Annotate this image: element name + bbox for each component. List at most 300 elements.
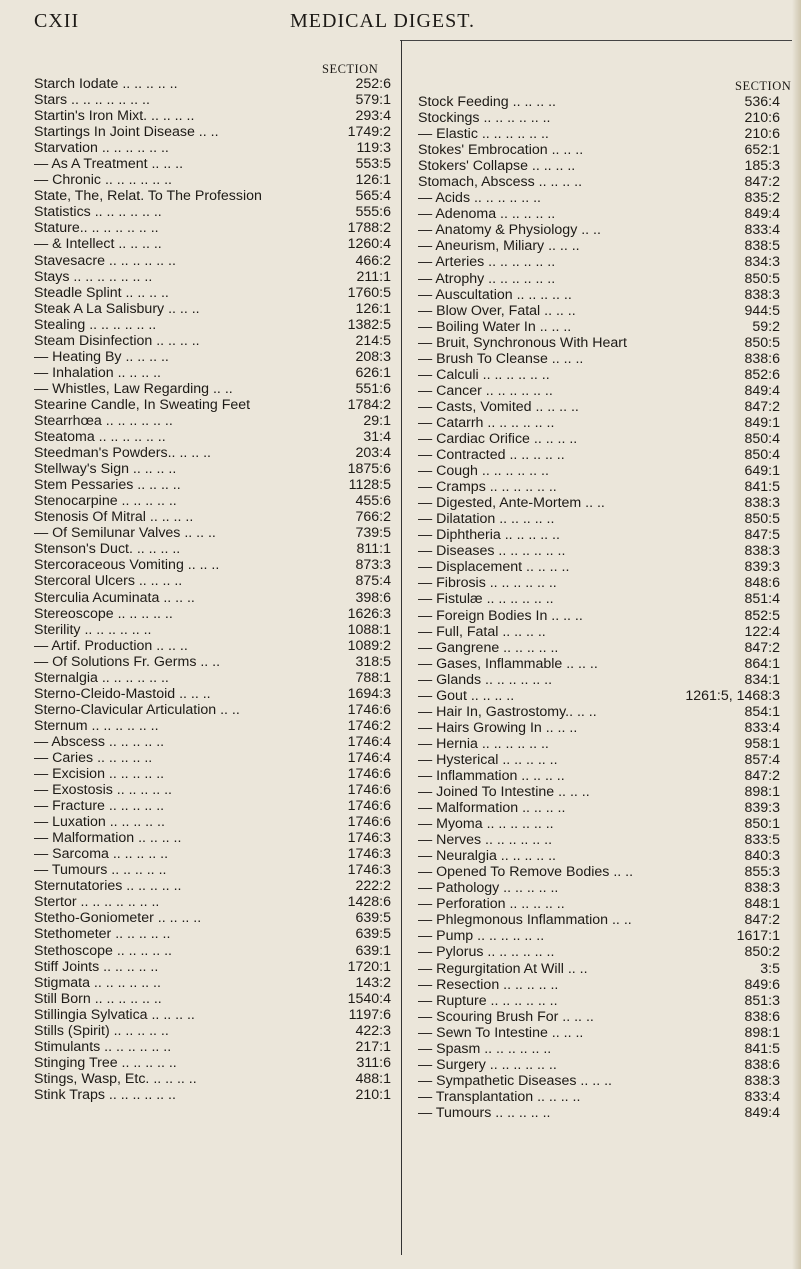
index-entry bbox=[418, 1025, 780, 1041]
index-term: Stethometer .. .. .. .. .. bbox=[34, 926, 171, 943]
index-term: State, The, Relat. To The Profession bbox=[34, 188, 262, 205]
index-term: — Phlegmonous Inflammation .. .. bbox=[418, 912, 632, 929]
index-term: — Hysterical .. .. .. .. .. bbox=[418, 751, 558, 768]
section-reference: 466:2 bbox=[355, 252, 391, 269]
section-reference: 838:5 bbox=[744, 238, 780, 255]
index-entry bbox=[418, 720, 780, 736]
index-term: Sternalgia .. .. .. .. .. .. bbox=[34, 669, 169, 686]
section-reference: 1746:4 bbox=[347, 733, 391, 750]
section-reference: 834:3 bbox=[744, 254, 780, 271]
index-entry bbox=[418, 1057, 780, 1073]
index-term: — Sympathetic Diseases .. .. .. bbox=[418, 1072, 612, 1089]
section-reference: 838:6 bbox=[744, 1056, 780, 1073]
index-entry bbox=[34, 606, 391, 622]
index-term: — & Intellect .. .. .. .. bbox=[34, 236, 162, 253]
section-reference: 788:1 bbox=[355, 669, 391, 686]
section-reference: 208:3 bbox=[355, 348, 391, 365]
section-reference: 848:6 bbox=[744, 575, 780, 592]
index-term: Statistics .. .. .. .. .. .. bbox=[34, 204, 162, 221]
index-term: Stokes' Embrocation .. .. .. bbox=[418, 142, 584, 159]
section-reference: 833:4 bbox=[744, 1088, 780, 1105]
section-reference: 639:5 bbox=[355, 910, 391, 927]
section-reference: 850:5 bbox=[744, 511, 780, 528]
index-entry bbox=[418, 158, 780, 174]
index-entry bbox=[418, 287, 780, 303]
index-entry bbox=[418, 848, 780, 864]
section-reference: 849:1 bbox=[744, 414, 780, 431]
section-reference: 29:1 bbox=[363, 412, 391, 429]
section-reference: 639:5 bbox=[355, 926, 391, 943]
index-entry bbox=[418, 447, 780, 463]
index-term: Stem Pessaries .. .. .. .. bbox=[34, 477, 181, 494]
index-term: Stature.. .. .. .. .. .. .. bbox=[34, 220, 159, 237]
section-reference: 1746:6 bbox=[347, 814, 391, 831]
index-entry bbox=[418, 479, 780, 495]
section-reference: 850:5 bbox=[744, 270, 780, 287]
index-term: Stealing .. .. .. .. .. .. bbox=[34, 316, 157, 333]
index-term: — Fistulæ .. .. .. .. .. .. bbox=[418, 591, 554, 608]
index-entry bbox=[418, 142, 780, 158]
section-reference: 850:2 bbox=[744, 944, 780, 961]
index-term: — Sewn To Intestine .. .. .. bbox=[418, 1024, 584, 1041]
index-entry bbox=[418, 415, 780, 431]
index-term: Stercoraceous Vomiting .. .. .. bbox=[34, 557, 220, 574]
index-term: — Inhalation .. .. .. .. bbox=[34, 364, 161, 381]
index-term: — Inflammation .. .. .. .. bbox=[418, 767, 565, 784]
section-heading-left: SECTION bbox=[322, 62, 379, 76]
index-term: — Spasm .. .. .. .. .. .. bbox=[418, 1040, 552, 1057]
section-reference: 875:4 bbox=[355, 573, 391, 590]
index-term: Stiff Joints .. .. .. .. .. bbox=[34, 958, 159, 975]
index-entry bbox=[34, 734, 391, 750]
index-term: Stars .. .. .. .. .. .. .. bbox=[34, 92, 150, 109]
index-term: — Digested, Ante-Mortem .. .. bbox=[418, 495, 605, 512]
section-reference: 553:5 bbox=[355, 156, 391, 173]
column-divider bbox=[401, 40, 402, 1255]
index-term: — Pylorus .. .. .. .. .. .. bbox=[418, 944, 555, 961]
section-reference: 1382:5 bbox=[347, 316, 391, 333]
section-reference: 834:1 bbox=[744, 671, 780, 688]
index-term: — Gout .. .. .. .. bbox=[418, 687, 515, 704]
index-term: Stearrhœa .. .. .. .. .. .. bbox=[34, 412, 173, 429]
index-entry bbox=[34, 943, 391, 959]
index-entry bbox=[418, 383, 780, 399]
index-term: — Adenoma .. .. .. .. .. bbox=[418, 206, 556, 223]
section-reference: 852:5 bbox=[744, 607, 780, 624]
index-entry bbox=[418, 1105, 780, 1121]
index-term: Stenosis Of Mitral .. .. .. .. bbox=[34, 509, 194, 526]
section-reference: 864:1 bbox=[744, 655, 780, 672]
section-reference: 1540:4 bbox=[347, 990, 391, 1007]
index-column-right bbox=[418, 94, 780, 1121]
section-reference: 119:3 bbox=[356, 140, 391, 157]
index-term: Steam Disinfection .. .. .. .. bbox=[34, 332, 200, 349]
index-term: — Heating By .. .. .. .. bbox=[34, 348, 169, 365]
index-term: — As A Treatment .. .. .. bbox=[34, 156, 184, 173]
section-reference: 1746:6 bbox=[347, 782, 391, 799]
section-reference: 835:2 bbox=[744, 190, 780, 207]
index-entry bbox=[418, 126, 780, 142]
index-term: — Tumours .. .. .. .. .. bbox=[418, 1104, 551, 1121]
section-reference: 1746:6 bbox=[347, 766, 391, 783]
section-reference: 847:2 bbox=[744, 398, 780, 415]
index-term: Stockings .. .. .. .. .. .. bbox=[418, 110, 551, 127]
index-entry bbox=[34, 622, 391, 638]
section-reference: 1749:2 bbox=[347, 124, 391, 141]
index-term: — Abscess .. .. .. .. .. bbox=[34, 733, 165, 750]
index-entry bbox=[418, 768, 780, 784]
index-entry bbox=[418, 303, 780, 319]
index-entry bbox=[418, 864, 780, 880]
section-reference: 59:2 bbox=[752, 318, 780, 335]
section-reference: 849:4 bbox=[744, 1104, 780, 1121]
index-entry bbox=[34, 525, 391, 541]
section-reference: 1626:3 bbox=[347, 605, 391, 622]
section-reference: 849:6 bbox=[744, 976, 780, 993]
section-reference: 1788:2 bbox=[347, 220, 391, 237]
index-entry bbox=[34, 750, 391, 766]
index-entry bbox=[34, 140, 391, 156]
section-reference: 210:6 bbox=[744, 110, 780, 127]
index-column-left bbox=[34, 76, 391, 1103]
index-term: Stimulants .. .. .. .. .. .. bbox=[34, 1038, 172, 1055]
index-entry bbox=[418, 206, 780, 222]
index-term: Stetho-Goniometer .. .. .. .. bbox=[34, 910, 202, 927]
page-edge-shadow bbox=[792, 0, 801, 1269]
index-entry bbox=[34, 1039, 391, 1055]
section-reference: 1784:2 bbox=[347, 396, 391, 413]
top-rule bbox=[400, 40, 792, 41]
section-reference: 565:4 bbox=[355, 188, 391, 205]
index-term: Stearine Candle, In Sweating Feet bbox=[34, 396, 251, 413]
section-reference: 210:6 bbox=[744, 126, 780, 143]
section-reference: 398:6 bbox=[355, 589, 391, 606]
index-term: — Elastic .. .. .. .. .. .. bbox=[418, 126, 549, 143]
section-reference: 217:1 bbox=[355, 1038, 391, 1055]
index-term: — Regurgitation At Will .. .. bbox=[418, 960, 588, 977]
section-reference: 739:5 bbox=[355, 525, 391, 542]
section-reference: 649:1 bbox=[744, 463, 780, 480]
section-reference: 1746:6 bbox=[347, 798, 391, 815]
index-entry bbox=[418, 110, 780, 126]
index-entry bbox=[34, 204, 391, 220]
section-reference: 3:5 bbox=[760, 960, 780, 977]
index-entry bbox=[34, 686, 391, 702]
index-entry bbox=[418, 944, 780, 960]
section-reference: 873:3 bbox=[355, 557, 391, 574]
index-term: Stink Traps .. .. .. .. .. .. bbox=[34, 1086, 176, 1103]
index-entry bbox=[34, 590, 391, 606]
index-entry bbox=[34, 573, 391, 589]
section-reference: 214:5 bbox=[355, 332, 391, 349]
index-term: Sterility .. .. .. .. .. .. bbox=[34, 621, 152, 638]
index-term: Stenson's Duct. .. .. .. .. bbox=[34, 541, 181, 558]
index-term: — Cancer .. .. .. .. .. .. bbox=[418, 382, 553, 399]
section-reference: 851:4 bbox=[744, 591, 780, 608]
index-term: — Nerves .. .. .. .. .. .. bbox=[418, 832, 553, 849]
index-entry bbox=[34, 413, 391, 429]
index-entry bbox=[418, 977, 780, 993]
index-term: — Exostosis .. .. .. .. .. bbox=[34, 782, 172, 799]
section-reference: 1694:3 bbox=[347, 685, 391, 702]
index-term: — Whistles, Law Regarding .. .. bbox=[34, 380, 233, 397]
section-reference: 838:3 bbox=[744, 880, 780, 897]
index-term: — Gangrene .. .. .. .. .. bbox=[418, 639, 559, 656]
index-entry bbox=[418, 238, 780, 254]
index-term: — Joined To Intestine .. .. .. bbox=[418, 784, 590, 801]
index-entry bbox=[418, 527, 780, 543]
index-term: Stenocarpine .. .. .. .. .. bbox=[34, 493, 177, 510]
index-term: Steak A La Salisbury .. .. .. bbox=[34, 300, 200, 317]
section-reference: 551:6 bbox=[355, 380, 391, 397]
section-reference: 849:4 bbox=[744, 206, 780, 223]
section-reference: 422:3 bbox=[355, 1022, 391, 1039]
index-term: — Hernia .. .. .. .. .. .. bbox=[418, 735, 549, 752]
index-term: — Opened To Remove Bodies .. .. bbox=[418, 864, 634, 881]
section-reference: 838:3 bbox=[744, 543, 780, 560]
index-entry bbox=[34, 333, 391, 349]
index-entry bbox=[34, 782, 391, 798]
section-reference: 126:1 bbox=[355, 172, 391, 189]
index-term: — Scouring Brush For .. .. .. bbox=[418, 1008, 594, 1025]
section-reference: 841:5 bbox=[744, 1040, 780, 1057]
section-reference: 1260:4 bbox=[347, 236, 391, 253]
index-term: Stellway's Sign .. .. .. .. bbox=[34, 461, 177, 478]
section-reference: 488:1 bbox=[355, 1070, 391, 1087]
section-reference: 838:3 bbox=[744, 1072, 780, 1089]
index-entry bbox=[34, 509, 391, 525]
section-reference: 898:1 bbox=[744, 1024, 780, 1041]
section-reference: 849:4 bbox=[744, 382, 780, 399]
index-term: Stercoral Ulcers .. .. .. .. bbox=[34, 573, 183, 590]
section-reference: 222:2 bbox=[355, 878, 391, 895]
section-reference: 1746:3 bbox=[347, 846, 391, 863]
section-reference: 536:4 bbox=[744, 94, 780, 110]
section-reference: 1128:5 bbox=[348, 477, 391, 494]
index-entry bbox=[34, 1087, 391, 1103]
index-entry bbox=[418, 688, 780, 704]
index-entry bbox=[34, 124, 391, 140]
index-term: Startin's Iron Mixt. .. .. .. .. bbox=[34, 108, 195, 125]
index-term: — Rupture .. .. .. .. .. .. bbox=[418, 992, 558, 1009]
section-reference: 811:1 bbox=[356, 541, 391, 558]
index-entry bbox=[418, 624, 780, 640]
index-entry bbox=[418, 656, 780, 672]
section-reference: 639:1 bbox=[355, 942, 391, 959]
section-reference: 944:5 bbox=[744, 302, 780, 319]
index-term: — Of Semilunar Valves .. .. .. bbox=[34, 525, 216, 542]
index-term: Sterculia Acuminata .. .. .. bbox=[34, 589, 195, 606]
index-entry bbox=[34, 670, 391, 686]
section-reference: 1089:2 bbox=[347, 637, 391, 654]
index-entry bbox=[34, 477, 391, 493]
index-term: — Sarcoma .. .. .. .. .. bbox=[34, 846, 169, 863]
index-entry bbox=[418, 351, 780, 367]
index-term: Stethoscope .. .. .. .. .. bbox=[34, 942, 173, 959]
index-entry bbox=[34, 557, 391, 573]
section-reference: 1428:6 bbox=[347, 894, 391, 911]
index-entry bbox=[34, 92, 391, 108]
section-reference: 838:6 bbox=[744, 1008, 780, 1025]
section-reference: 847:5 bbox=[744, 527, 780, 544]
section-reference: 652:1 bbox=[744, 142, 780, 159]
index-entry bbox=[418, 1073, 780, 1089]
index-entry bbox=[418, 319, 780, 335]
index-entry bbox=[34, 830, 391, 846]
section-reference: 126:1 bbox=[355, 300, 391, 317]
section-reference: 455:6 bbox=[355, 493, 391, 510]
index-term: — Casts, Vomited .. .. .. .. bbox=[418, 398, 579, 415]
index-entry bbox=[418, 463, 780, 479]
index-entry bbox=[418, 367, 780, 383]
section-reference: 31:4 bbox=[363, 429, 391, 446]
index-entry bbox=[418, 736, 780, 752]
index-term: — Tumours .. .. .. .. .. bbox=[34, 862, 167, 879]
index-entry bbox=[418, 1089, 780, 1105]
index-term: Stigmata .. .. .. .. .. .. bbox=[34, 974, 161, 991]
section-reference: 855:3 bbox=[744, 864, 780, 881]
section-reference: 852:6 bbox=[744, 366, 780, 383]
index-term: — Myoma .. .. .. .. .. .. bbox=[418, 816, 554, 833]
index-entry bbox=[418, 399, 780, 415]
index-term: — Calculi .. .. .. .. .. .. bbox=[418, 366, 550, 383]
index-term: Steadle Splint .. .. .. .. bbox=[34, 284, 169, 301]
index-term: — Dilatation .. .. .. .. .. bbox=[418, 511, 555, 528]
index-term: — Hair In, Gastrostomy.. .. .. bbox=[418, 703, 597, 720]
index-term: Stills (Spirit) .. .. .. .. .. bbox=[34, 1022, 169, 1039]
index-term: Stings, Wasp, Etc. .. .. .. .. bbox=[34, 1070, 197, 1087]
index-entry bbox=[418, 591, 780, 607]
index-entry bbox=[34, 301, 391, 317]
index-term: — Pathology .. .. .. .. .. bbox=[418, 880, 559, 897]
index-term: Sterno-Clavicular Articulation .. .. bbox=[34, 701, 240, 718]
index-entry bbox=[34, 638, 391, 654]
index-entry bbox=[34, 188, 391, 204]
index-entry bbox=[34, 1055, 391, 1071]
index-entry bbox=[34, 926, 391, 942]
index-term: — Acids .. .. .. .. .. .. bbox=[418, 190, 541, 207]
index-term: — Transplantation .. .. .. .. bbox=[418, 1088, 581, 1105]
index-term: — Auscultation .. .. .. .. .. bbox=[418, 286, 572, 303]
index-term: — Resection .. .. .. .. .. bbox=[418, 976, 559, 993]
index-term: — Contracted .. .. .. .. .. bbox=[418, 447, 565, 464]
index-entry bbox=[34, 975, 391, 991]
index-entry bbox=[34, 317, 391, 333]
index-entry bbox=[418, 784, 780, 800]
index-term: Steedman's Powders.. .. .. .. bbox=[34, 445, 211, 462]
section-reference: 847:2 bbox=[744, 912, 780, 929]
section-reference: 857:4 bbox=[744, 751, 780, 768]
index-entry bbox=[34, 429, 391, 445]
index-entry bbox=[34, 541, 391, 557]
section-reference: 1760:5 bbox=[347, 284, 391, 301]
index-entry bbox=[418, 993, 780, 1009]
index-entry bbox=[418, 832, 780, 848]
index-entry bbox=[34, 654, 391, 670]
index-term: — Displacement .. .. .. .. bbox=[418, 559, 570, 576]
index-entry bbox=[34, 269, 391, 285]
section-reference: 839:3 bbox=[744, 559, 780, 576]
section-reference: 555:6 bbox=[355, 204, 391, 221]
section-reference: 850:4 bbox=[744, 447, 780, 464]
index-term: Steatoma .. .. .. .. .. .. bbox=[34, 429, 166, 446]
section-reference: 318:5 bbox=[355, 653, 391, 670]
section-reference: 1746:6 bbox=[347, 701, 391, 718]
section-reference: 1261:5, 1468:3 bbox=[685, 687, 780, 704]
index-term: Stock Feeding .. .. .. .. bbox=[418, 94, 556, 110]
index-entry bbox=[34, 236, 391, 252]
section-reference: 1746:3 bbox=[347, 830, 391, 847]
section-reference: 848:1 bbox=[744, 896, 780, 913]
index-entry bbox=[418, 880, 780, 896]
section-reference: 838:6 bbox=[744, 350, 780, 367]
index-term: Stereoscope .. .. .. .. .. bbox=[34, 605, 173, 622]
index-entry bbox=[418, 94, 780, 110]
index-entry bbox=[34, 285, 391, 301]
index-term: — Cough .. .. .. .. .. .. bbox=[418, 463, 549, 480]
index-entry bbox=[34, 253, 391, 269]
index-term: Sternum .. .. .. .. .. .. bbox=[34, 717, 159, 734]
section-reference: 833:5 bbox=[744, 832, 780, 849]
index-term: — Fracture .. .. .. .. .. bbox=[34, 798, 165, 815]
index-entry bbox=[418, 672, 780, 688]
index-entry bbox=[418, 912, 780, 928]
index-entry bbox=[418, 222, 780, 238]
index-entry bbox=[34, 445, 391, 461]
index-term: Startings In Joint Disease .. .. bbox=[34, 124, 219, 141]
index-entry bbox=[34, 108, 391, 124]
index-entry bbox=[34, 76, 391, 92]
index-term: — Luxation .. .. .. .. .. bbox=[34, 814, 165, 831]
index-term: — Pump .. .. .. .. .. .. bbox=[418, 928, 545, 945]
index-term: Sterno-Cleido-Mastoid .. .. .. bbox=[34, 685, 211, 702]
index-entry bbox=[34, 1071, 391, 1087]
index-term: — Fibrosis .. .. .. .. .. .. bbox=[418, 575, 557, 592]
index-entry bbox=[418, 800, 780, 816]
index-entry bbox=[34, 365, 391, 381]
index-entry bbox=[34, 461, 391, 477]
index-term: — Cardiac Orifice .. .. .. .. bbox=[418, 430, 578, 447]
index-entry bbox=[418, 928, 780, 944]
index-entry bbox=[418, 511, 780, 527]
section-reference: 1617:1 bbox=[736, 928, 780, 945]
section-reference: 833:4 bbox=[744, 719, 780, 736]
index-term: — Bruit, Synchronous With Heart bbox=[418, 334, 627, 351]
index-entry bbox=[34, 493, 391, 509]
section-reference: 850:5 bbox=[744, 334, 780, 351]
index-term: Stays .. .. .. .. .. .. .. bbox=[34, 268, 153, 285]
index-term: Still Born .. .. .. .. .. .. bbox=[34, 990, 162, 1007]
index-term: Stillingia Sylvatica .. .. .. .. bbox=[34, 1006, 195, 1023]
index-entry bbox=[34, 894, 391, 910]
section-reference: 839:3 bbox=[744, 800, 780, 817]
index-term: — Artif. Production .. .. .. bbox=[34, 637, 188, 654]
section-reference: 847:2 bbox=[744, 174, 780, 191]
index-term: — Full, Fatal .. .. .. .. bbox=[418, 623, 546, 640]
index-term: Starch Iodate .. .. .. .. .. bbox=[34, 76, 178, 92]
index-entry bbox=[418, 608, 780, 624]
index-entry bbox=[418, 816, 780, 832]
section-reference: 838:3 bbox=[744, 495, 780, 512]
index-entry bbox=[418, 752, 780, 768]
section-reference: 185:3 bbox=[744, 158, 780, 175]
section-reference: 898:1 bbox=[744, 784, 780, 801]
index-entry bbox=[34, 959, 391, 975]
index-entry bbox=[418, 704, 780, 720]
section-reference: 850:4 bbox=[744, 430, 780, 447]
section-reference: 1875:6 bbox=[347, 461, 391, 478]
section-reference: 958:1 bbox=[744, 735, 780, 752]
